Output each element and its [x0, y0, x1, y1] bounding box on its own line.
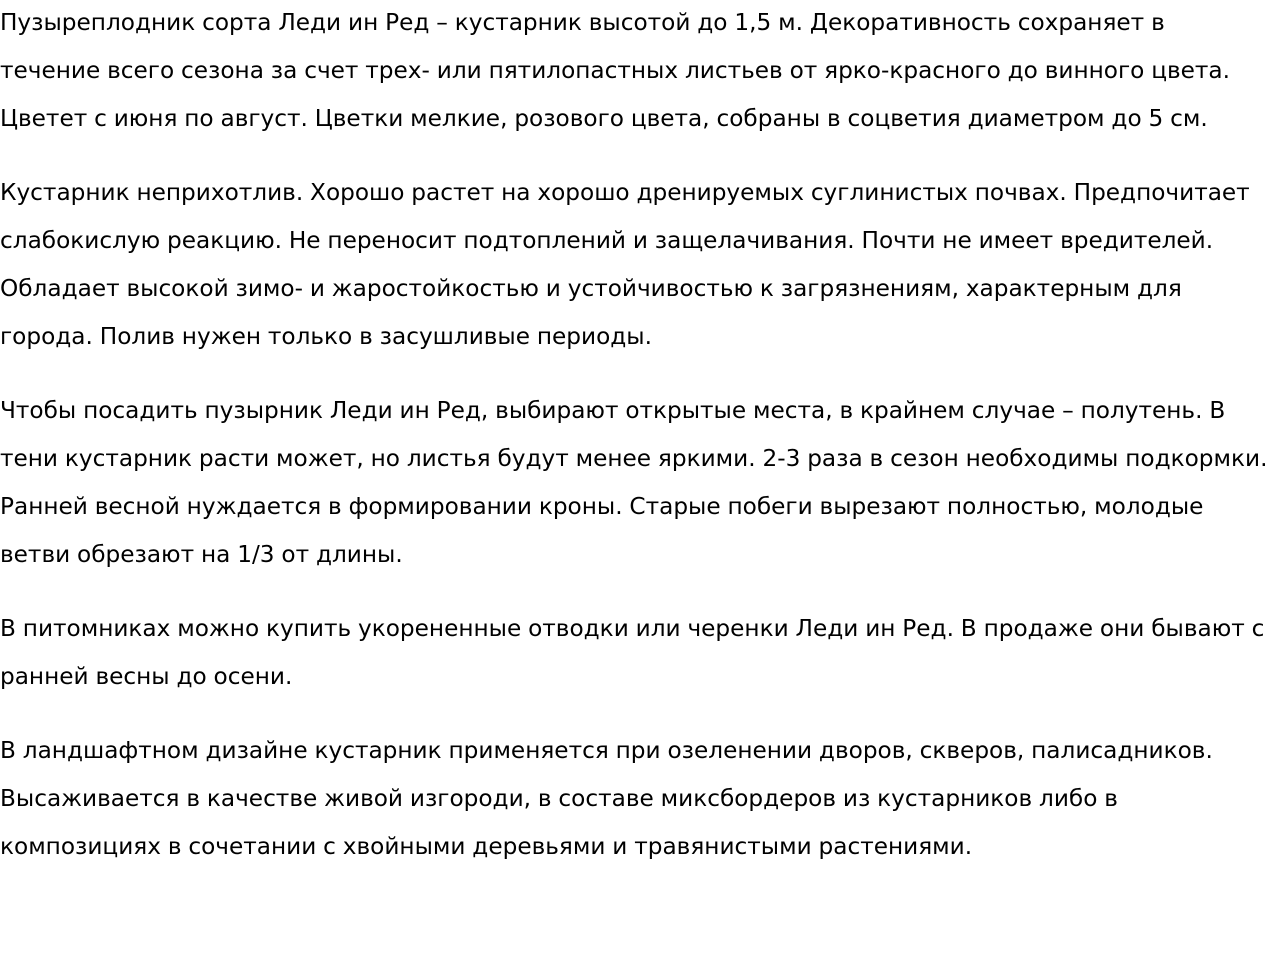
paragraph-description: Пузыреплодник сорта Леди ин Ред – кустарник высотой до 1,5 м. Декоративность сохраняет в течение всего сезона за счет трех- или пятилопастных листьев от ярко-красного до винного цвета. Цветет с июня по август. Цветки мелкие, розового цвета, собраны в соцветия диаметром до 5 см. [0, 9, 1231, 132]
paragraph-purchase: В питомниках можно купить укорененные отводки или черенки Леди ин Ред. В продаже они бывают с ранней весны до осени. [0, 615, 1265, 690]
paragraph-care: Кустарник неприхотлив. Хорошо растет на хорошо дренируемых суглинистых почвах. Предпочитает слабокислую реакцию. Не переносит подтоплений и защелачивания. Почти не имеет вредителей. Обладает высокой зимо- и жаростойкостью и устойчивостью к загрязнениям, характерным для города. Полив нужен только в засушливые периоды. [0, 179, 1250, 350]
paragraph-planting: Чтобы посадить пузырник Леди ин Ред, выбирают открытые места, в крайнем случае – полутень. В тени кустарник расти может, но листья будут менее яркими. 2-3 раза в сезон необходимы подкормки. Ранней весной нуждается в формировании кроны. Старые побеги вырезают полностью, молодые ветви обрезают на 1/3 от длины. [0, 397, 1268, 568]
paragraph-landscape-design: В ландшафтном дизайне кустарник применяется при озеленении дворов, скверов, палисадников. Высаживается в качестве живой изгороди, в составе миксбордеров из кустарников либо в композициях в сочетании с хвойными деревьями и травянистыми растениями. [0, 737, 1213, 860]
